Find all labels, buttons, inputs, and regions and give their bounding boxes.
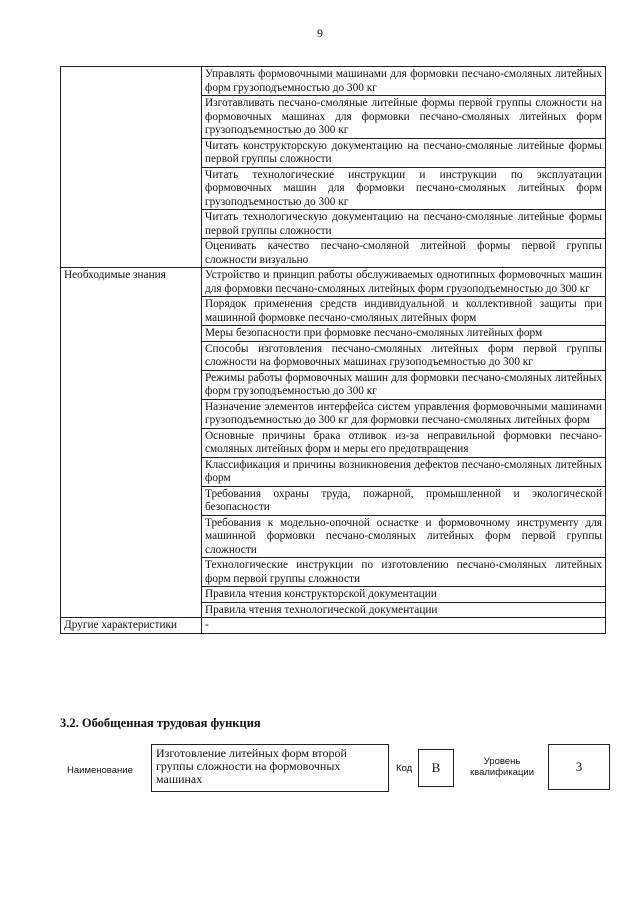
- knowledge-item: Требования к модельно-опочной оснастке и формовочному инструменту для машинной формовки песчано-смоляных литейных форм первой группы сложности: [202, 515, 606, 558]
- knowledge-item: Устройство и принцип работы обслуживаемых однотипных формовочных машин для формовки песчано-смоляных литейных форм грузоподъемностью до 300 кг: [202, 268, 606, 297]
- skill-item: Изготавливать песчано-смоляные литейные формы первой группы сложности на формовочных машинах для формовки песчано-смоляных литейных форм грузоподъемностью до 300 кг: [202, 96, 606, 139]
- knowledge-item: Назначение элементов интерфейса систем управления формовочными машинами грузоподъемностью до 300 кг для формовки песчано-смоляных литейных форм: [202, 399, 606, 428]
- table-row: [61, 268, 606, 297]
- level-value-box: 3: [548, 744, 610, 790]
- skill-item: Управлять формовочными машинами для формовки песчано-смоляных литейных форм грузоподъемностью до 300 кг: [202, 67, 606, 96]
- knowledge-item: Правила чтения технологической документации: [202, 602, 606, 618]
- code-label: Код: [396, 763, 413, 774]
- knowledge-item: Требования охраны труда, пожарной, промышленной и экологической безопасности: [202, 486, 606, 515]
- level-label-line1: Уровень: [483, 756, 521, 767]
- knowledge-item: Режимы работы формовочных машин для формовки песчано-смоляных литейных форм грузоподъемностью до 300 кг: [202, 370, 606, 399]
- level-label-line2: квалификации: [469, 767, 535, 778]
- skills-label-cell: [61, 67, 202, 268]
- knowledge-item: Основные причины брака отливок из-за неправильной формовки песчано-смоляных литейных форм и меры его предотвращения: [202, 428, 606, 457]
- knowledge-item: Правила чтения конструкторской документации: [202, 587, 606, 603]
- section-heading: 3.2. Обобщенная трудовая функция: [60, 716, 261, 730]
- knowledge-item: Способы изготовления песчано-смоляных литейных форм первой группы сложности на формовочных машинах грузоподъемностью до 300 кг: [202, 341, 606, 370]
- knowledge-item: Классификация и причины возникновения дефектов песчано-смоляных литейных форм: [202, 457, 606, 486]
- skill-item: Читать технологическую документацию на песчано-смоляные литейные формы первой группы сложности: [202, 210, 606, 239]
- table-row: [61, 67, 606, 96]
- table-row: [61, 618, 606, 634]
- level-label: [463, 756, 541, 778]
- skill-item: Читать конструкторскую документацию на песчано-смоляные литейные формы первой группы сложности: [202, 138, 606, 167]
- name-label: Наименование: [67, 765, 133, 776]
- knowledge-item: Порядок применения средств индивидуальной и коллективной защиты при машинной формовке песчано-смоляных литейных форм: [202, 297, 606, 326]
- code-value-box: В: [418, 749, 454, 787]
- knowledge-item: Технологические инструкции по изготовлению песчано-смоляных литейных форм первой группы сложности: [202, 558, 606, 587]
- page-number: 9: [317, 26, 323, 40]
- other-characteristics-label: Другие характеристики: [61, 618, 202, 634]
- function-name-box: Изготовление литейных форм второй группы сложности на формовочных машинах: [151, 744, 389, 792]
- knowledge-item: Меры безопасности при формовке песчано-смоляных литейных форм: [202, 326, 606, 342]
- skill-item: Читать технологические инструкции и инструкции по эксплуатации формовочных машин для формовки песчано-смоляных литейных форм грузоподъемностью до 300 кг: [202, 167, 606, 210]
- knowledge-label: Необходимые знания: [61, 268, 202, 618]
- other-characteristics-value: -: [202, 618, 606, 634]
- skill-item: Оценивать качество песчано-смоляной литейной формы первой группы сложности визуально: [202, 239, 606, 268]
- requirements-table: [60, 66, 606, 634]
